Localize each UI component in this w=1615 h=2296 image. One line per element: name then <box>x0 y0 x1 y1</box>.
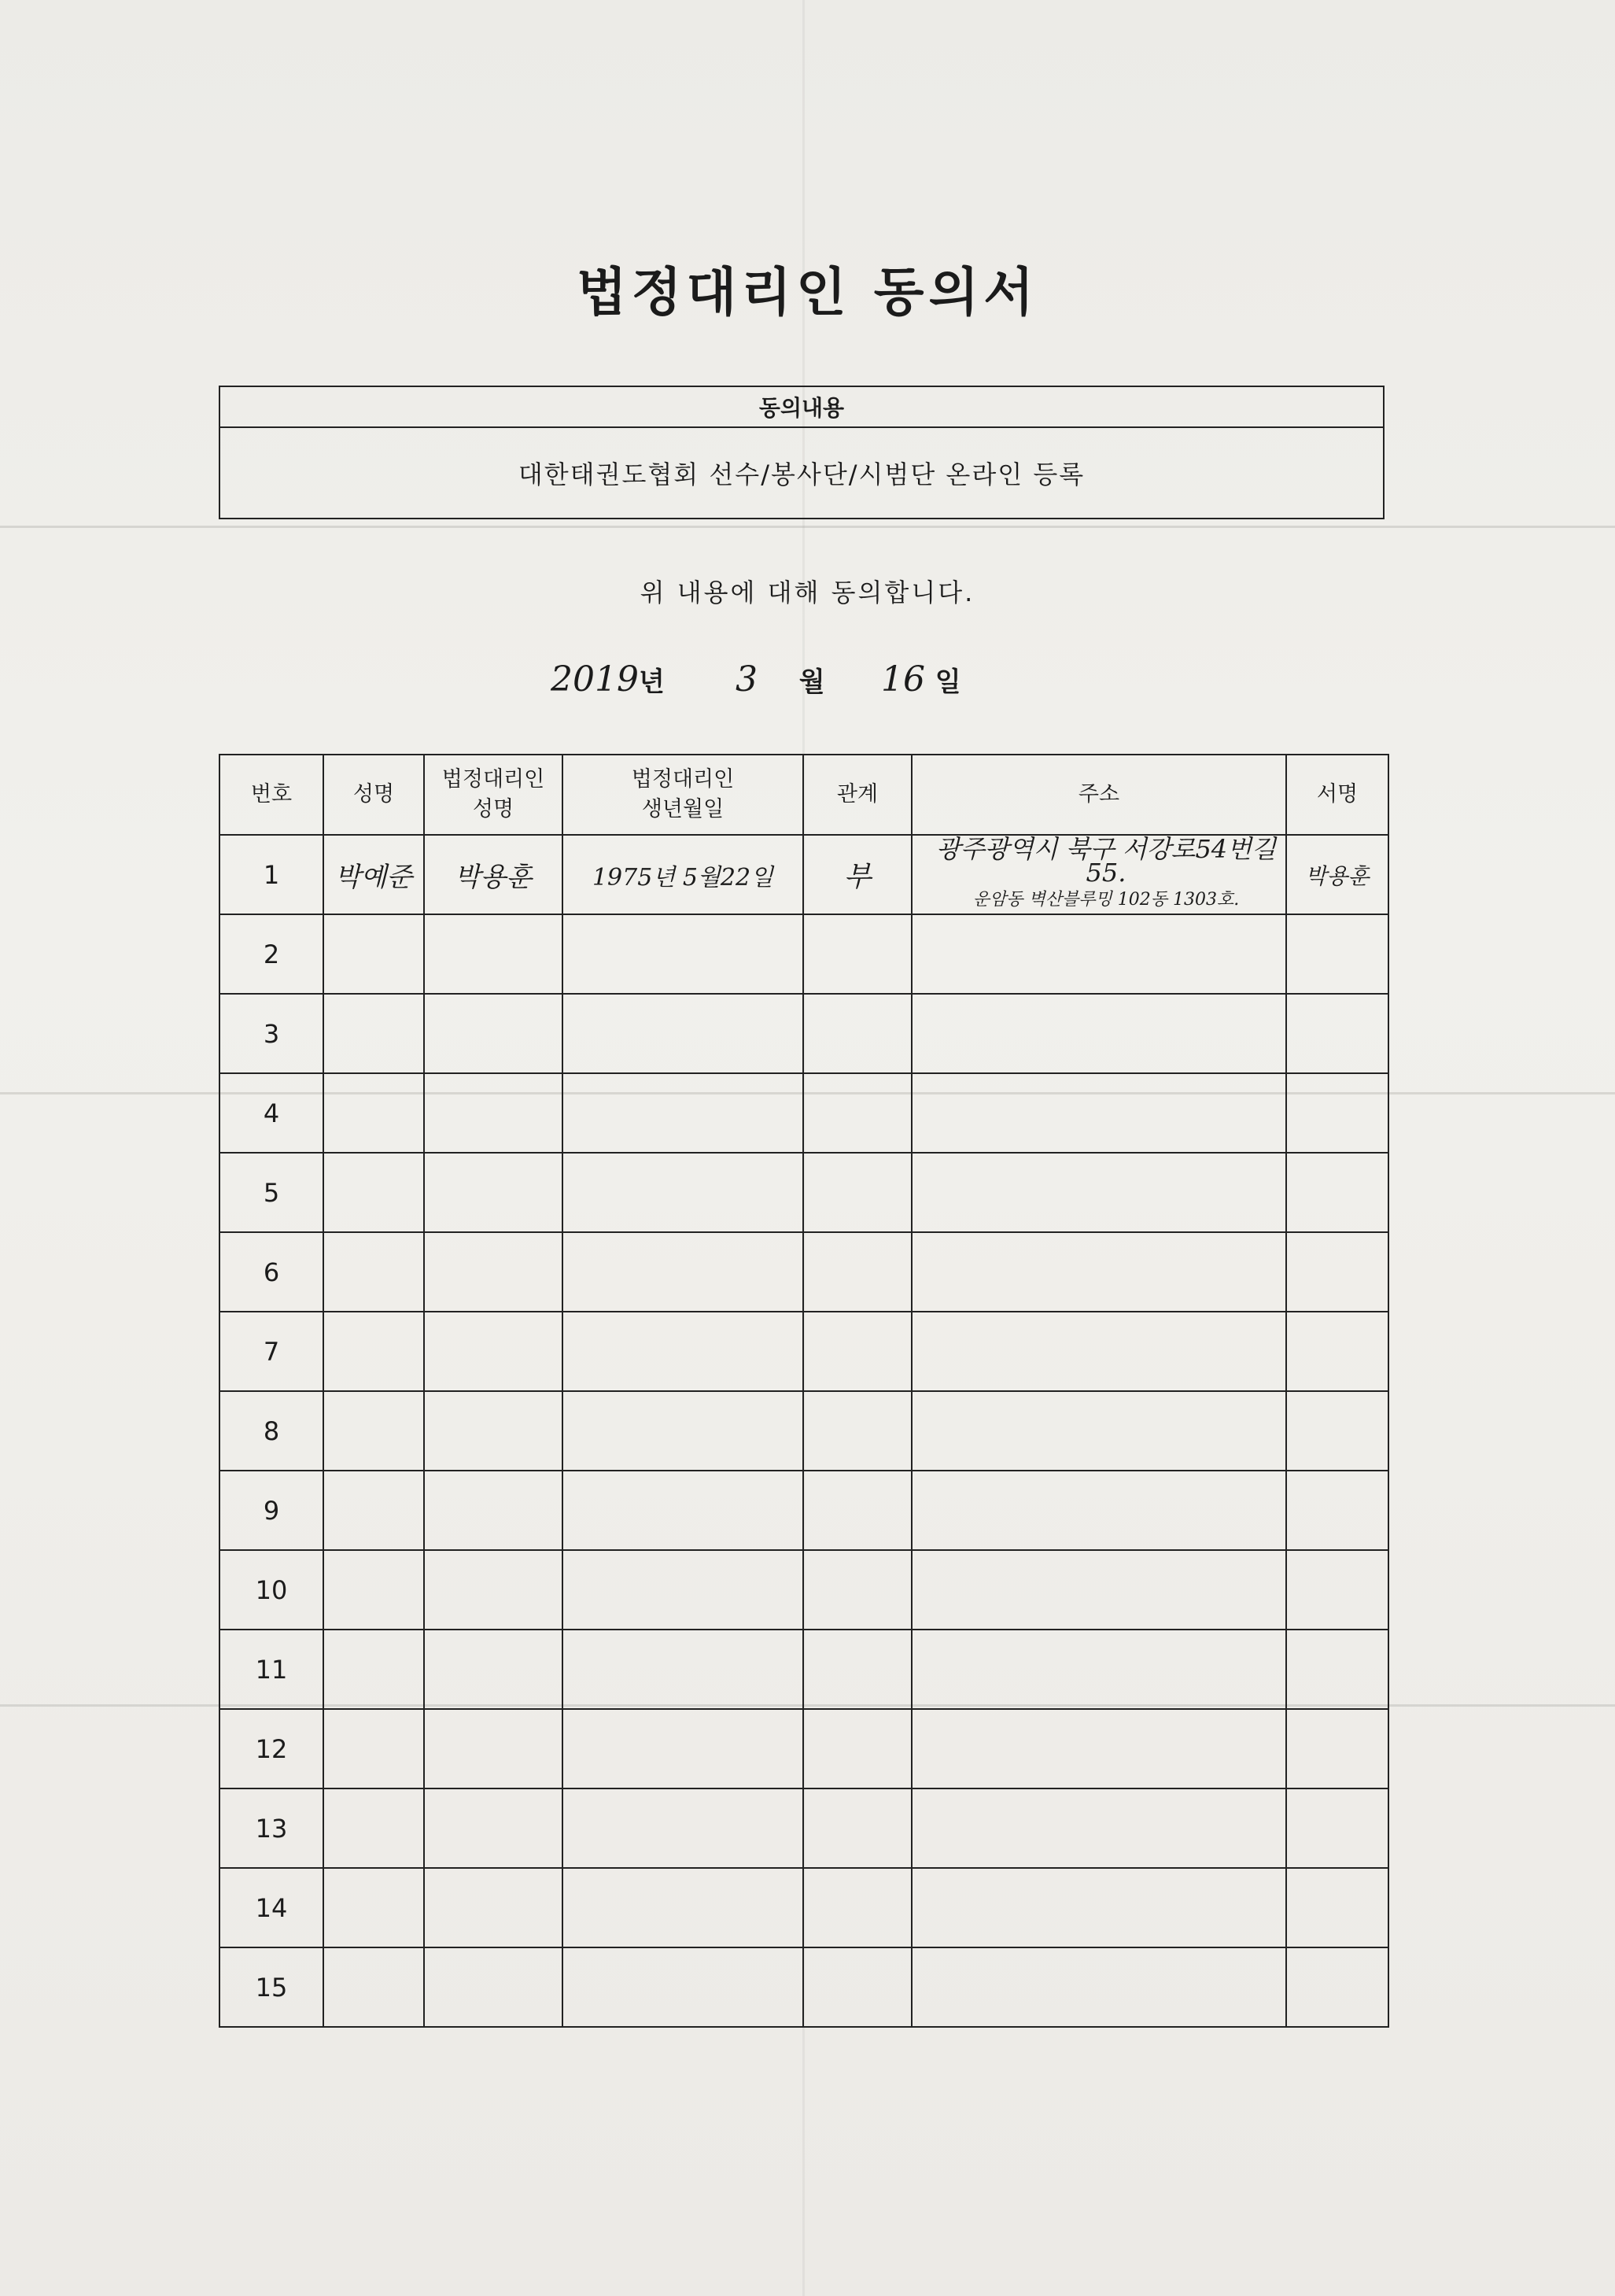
consent-content-box <box>219 386 1385 519</box>
date-month <box>736 659 825 700</box>
month-label: 월 <box>798 666 825 698</box>
row-number: 12 <box>219 1709 323 1788</box>
row-number: 5 <box>219 1153 323 1232</box>
row-number: 2 <box>219 914 323 994</box>
row-number: 11 <box>219 1630 323 1709</box>
row-number: 8 <box>219 1391 323 1471</box>
address-line2: 운암동 벽산블루밍 102동 1303호. <box>972 890 1240 910</box>
address <box>912 835 1286 914</box>
header-guardian-name <box>424 755 562 835</box>
guardian-name: 박용훈 <box>424 835 562 914</box>
relation: 부 <box>803 835 912 914</box>
table-row <box>219 1630 1388 1709</box>
header-guardian-birth-line2: 생년월일 <box>641 797 725 821</box>
address-line1: 광주광역시 북구 서강로54번길 55. <box>935 834 1276 888</box>
row-number: 9 <box>219 1471 323 1550</box>
fold-crease <box>0 526 1615 528</box>
row-number: 15 <box>219 1947 323 2027</box>
row-number: 1 <box>219 835 323 914</box>
consent-content-text: 대한태권도협회 선수/봉사단/시범단 온라인 등록 <box>518 460 1086 489</box>
table-row <box>219 835 1388 914</box>
table-row <box>219 1947 1388 2027</box>
table-row <box>219 1471 1388 1550</box>
table-row <box>219 1709 1388 1788</box>
month-value: 3 <box>736 659 758 700</box>
consent-content-header: 동의내용 <box>220 387 1383 428</box>
agreement-statement: 위 내용에 대해 동의합니다. <box>640 578 975 607</box>
table-row <box>219 994 1388 1073</box>
document-title: 법정대리인 동의서 <box>576 262 1039 323</box>
table-row <box>219 1391 1388 1471</box>
row-number: 14 <box>219 1868 323 1947</box>
table-row <box>219 1153 1388 1232</box>
day-value: 16 <box>881 659 925 700</box>
header-guardian-birth-line1: 법정대리인 <box>631 767 735 792</box>
header-address: 주소 <box>912 755 1286 835</box>
day-label: 일 <box>935 666 961 698</box>
date-day <box>881 659 961 700</box>
table-row <box>219 1868 1388 1947</box>
row-number: 10 <box>219 1550 323 1630</box>
year-value: 2019 <box>551 659 639 700</box>
table-row <box>219 1312 1388 1391</box>
signature: 박용훈 <box>1286 835 1388 914</box>
table-row <box>219 1232 1388 1312</box>
table-header-row <box>219 755 1388 835</box>
student-name: 박예준 <box>323 835 424 914</box>
row-number: 4 <box>219 1073 323 1153</box>
row-number: 13 <box>219 1788 323 1868</box>
header-guardian-birth <box>562 755 803 835</box>
table-row <box>219 1788 1388 1868</box>
header-no: 번호 <box>219 755 323 835</box>
guardian-table <box>219 754 1389 2028</box>
table-row <box>219 914 1388 994</box>
table-row <box>219 1073 1388 1153</box>
header-relation: 관계 <box>803 755 912 835</box>
date-year <box>551 659 665 700</box>
table-row <box>219 1550 1388 1630</box>
row-number: 6 <box>219 1232 323 1312</box>
header-guardian-name-line2: 성명 <box>472 797 514 821</box>
row-number: 3 <box>219 994 323 1073</box>
row-number: 7 <box>219 1312 323 1391</box>
year-label: 년 <box>638 666 665 698</box>
guardian-birthdate: 1975년 5월22일 <box>562 835 803 914</box>
header-signature: 서명 <box>1286 755 1388 835</box>
header-guardian-name-line1: 법정대리인 <box>441 767 545 792</box>
header-name: 성명 <box>323 755 424 835</box>
